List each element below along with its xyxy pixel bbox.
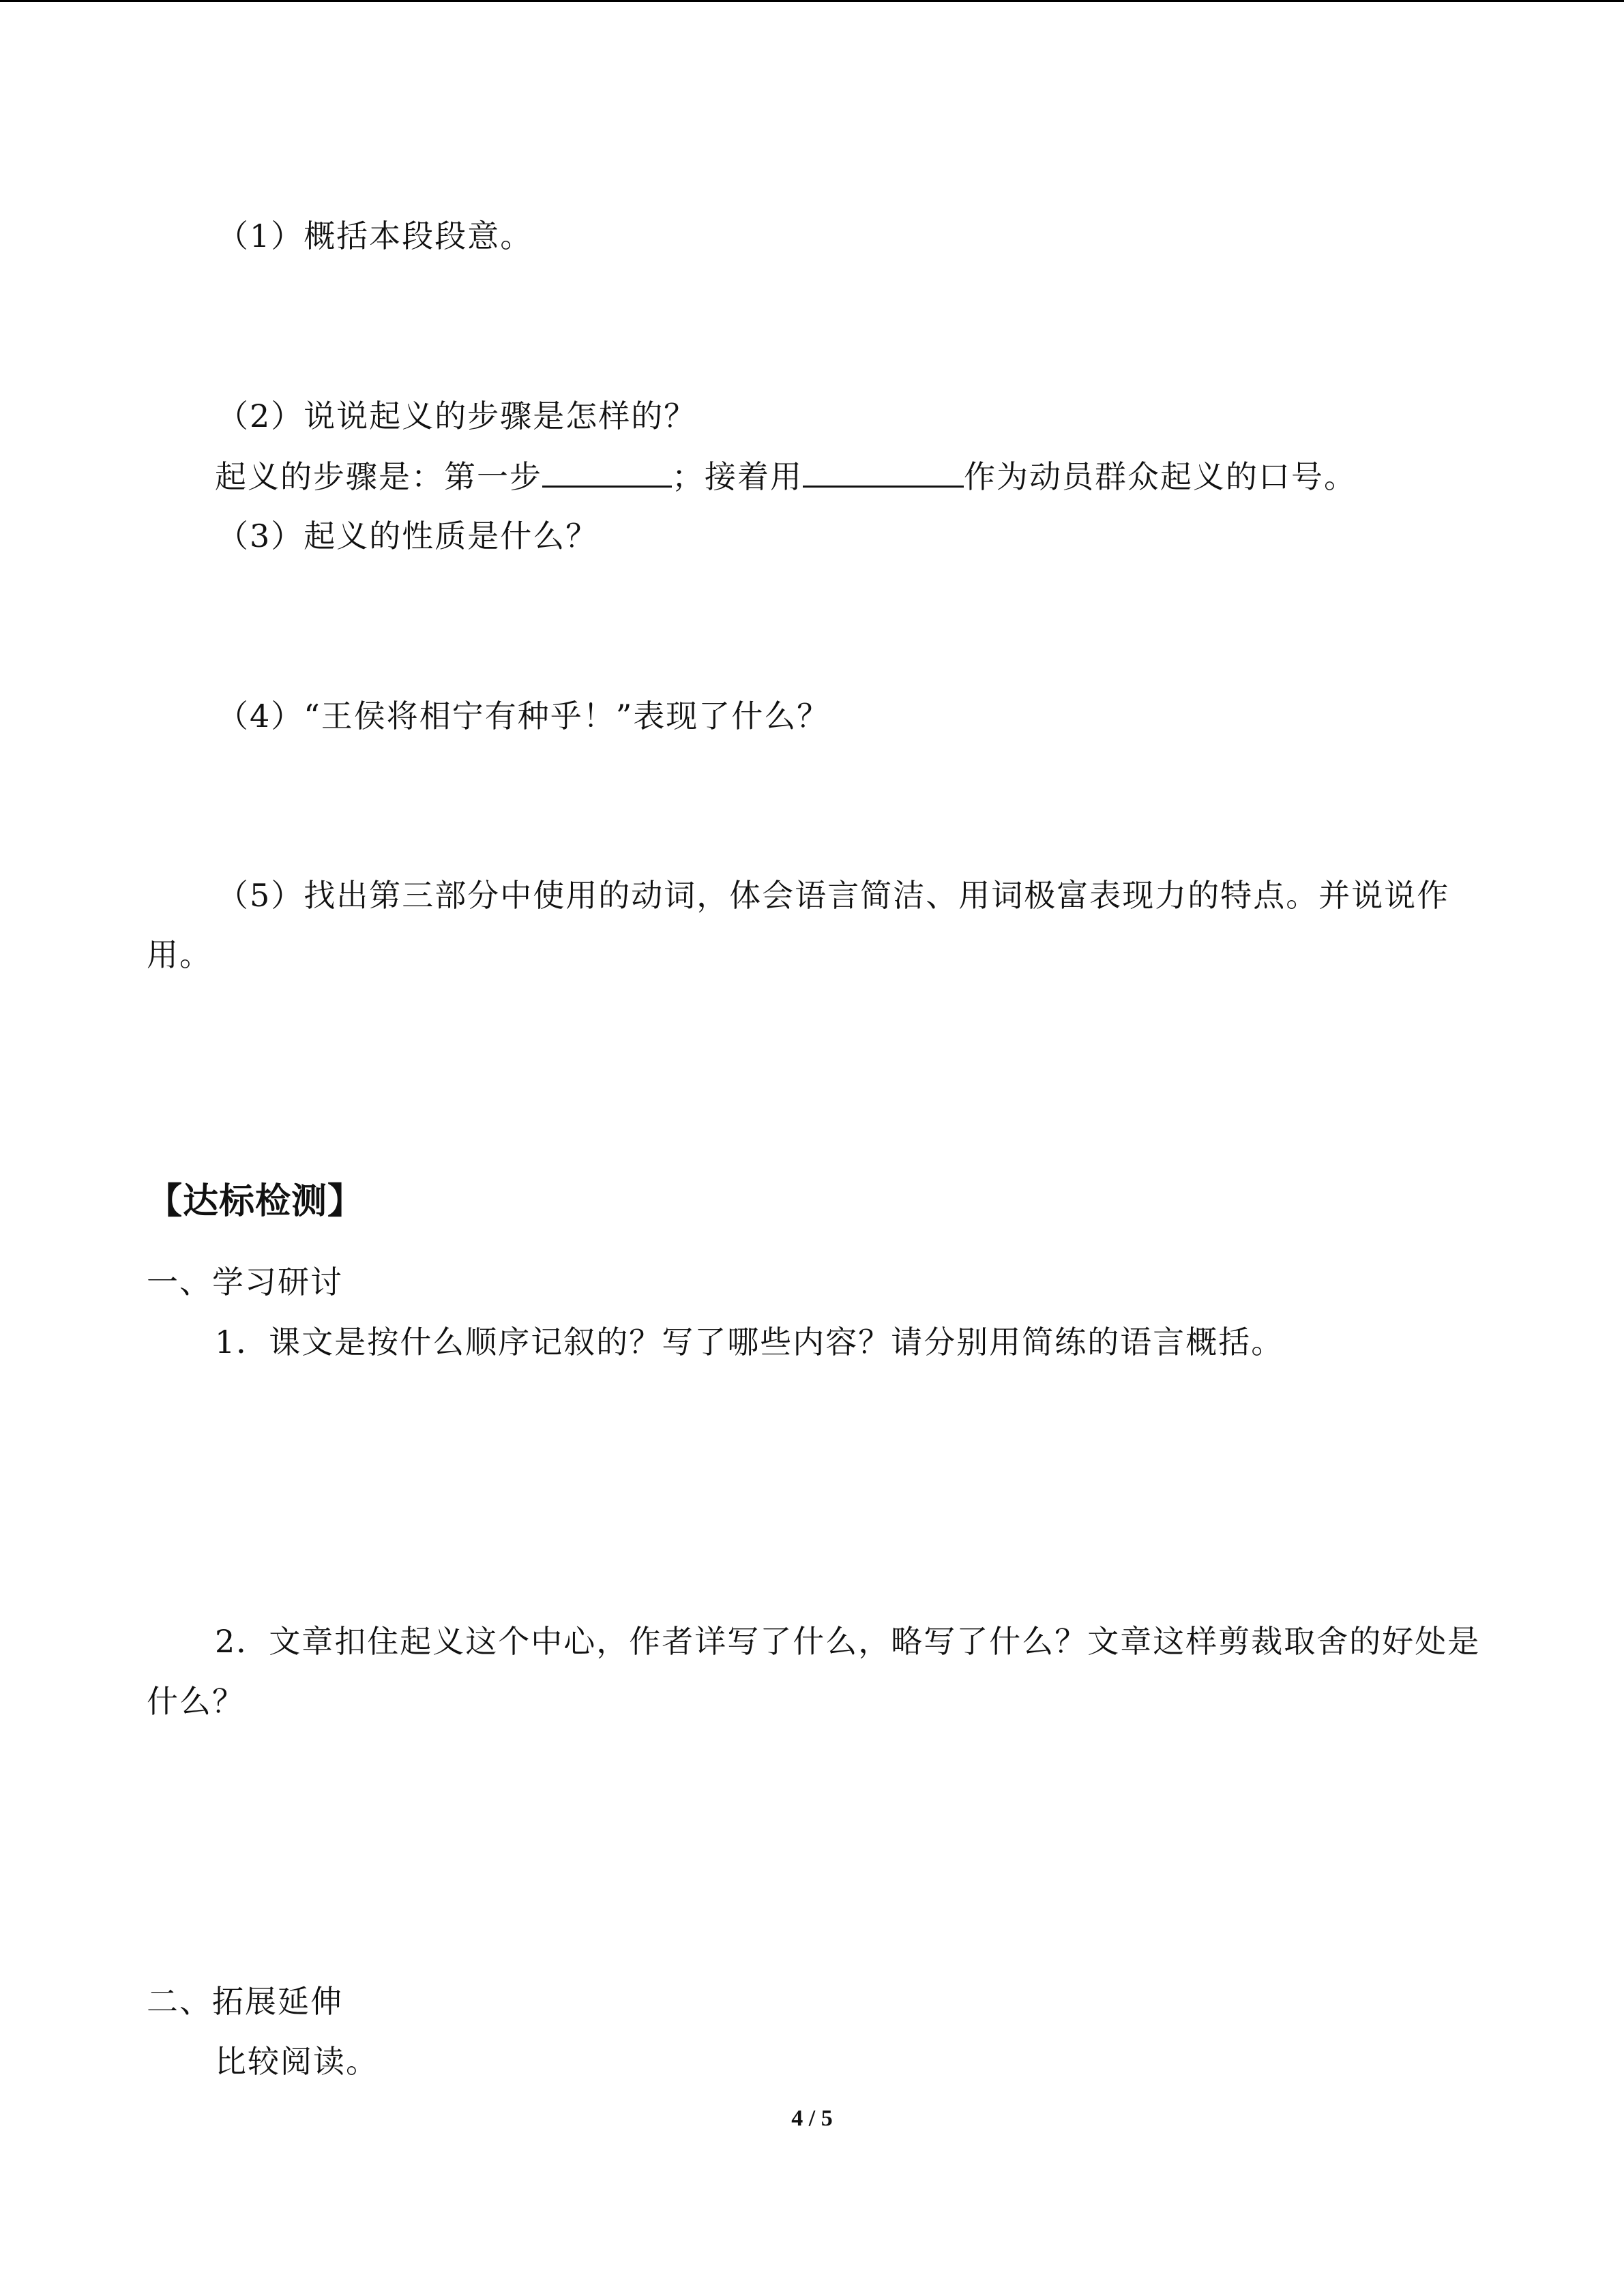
question-5-line-2: 用。 [147,936,212,973]
part-1-title: 一、学习研讨 [147,1264,343,1300]
question-2: （2）说说起义的步骤是怎样的？ [217,398,697,434]
fill-mid: ；接着用 [672,458,803,495]
question-4: （4）“王侯将相宁有种乎！”表现了什么？ [217,698,830,734]
part-2-title: 二、拓展延伸 [147,1983,343,2020]
question-3: （3）起义的性质是什么？ [217,518,599,554]
fill-suffix: 作为动员群众起义的口号。 [964,458,1357,495]
fill-prefix: 起义的步骤是：第一步 [215,458,542,495]
page-number: 4 / 5 [791,2106,833,2131]
question-1: （1）概括本段段意。 [217,218,533,254]
answer-blank-2[interactable] [803,456,964,488]
study-item-1: 1．课文是按什么顺序记叙的？写了哪些内容？请分别用简练的语言概括。 [215,1324,1284,1360]
answer-blank-1[interactable] [542,456,672,488]
section-heading: 【达标检测】 [147,1181,364,1222]
question-2-fill-line [215,456,1357,497]
top-border-line [0,0,1624,2]
part-2-subtitle: 比较阅读。 [215,2043,379,2080]
study-item-2-line-1: 2．文章扣住起义这个中心，作者详写了什么，略写了什么？文章这样剪裁取舍的好处是 [215,1623,1481,1660]
question-5-line-1: （5）找出第三部分中使用的动词，体会语言简洁、用词极富表现力的特点。并说说作 [217,877,1450,914]
study-item-2-line-2: 什么？ [147,1683,245,1720]
